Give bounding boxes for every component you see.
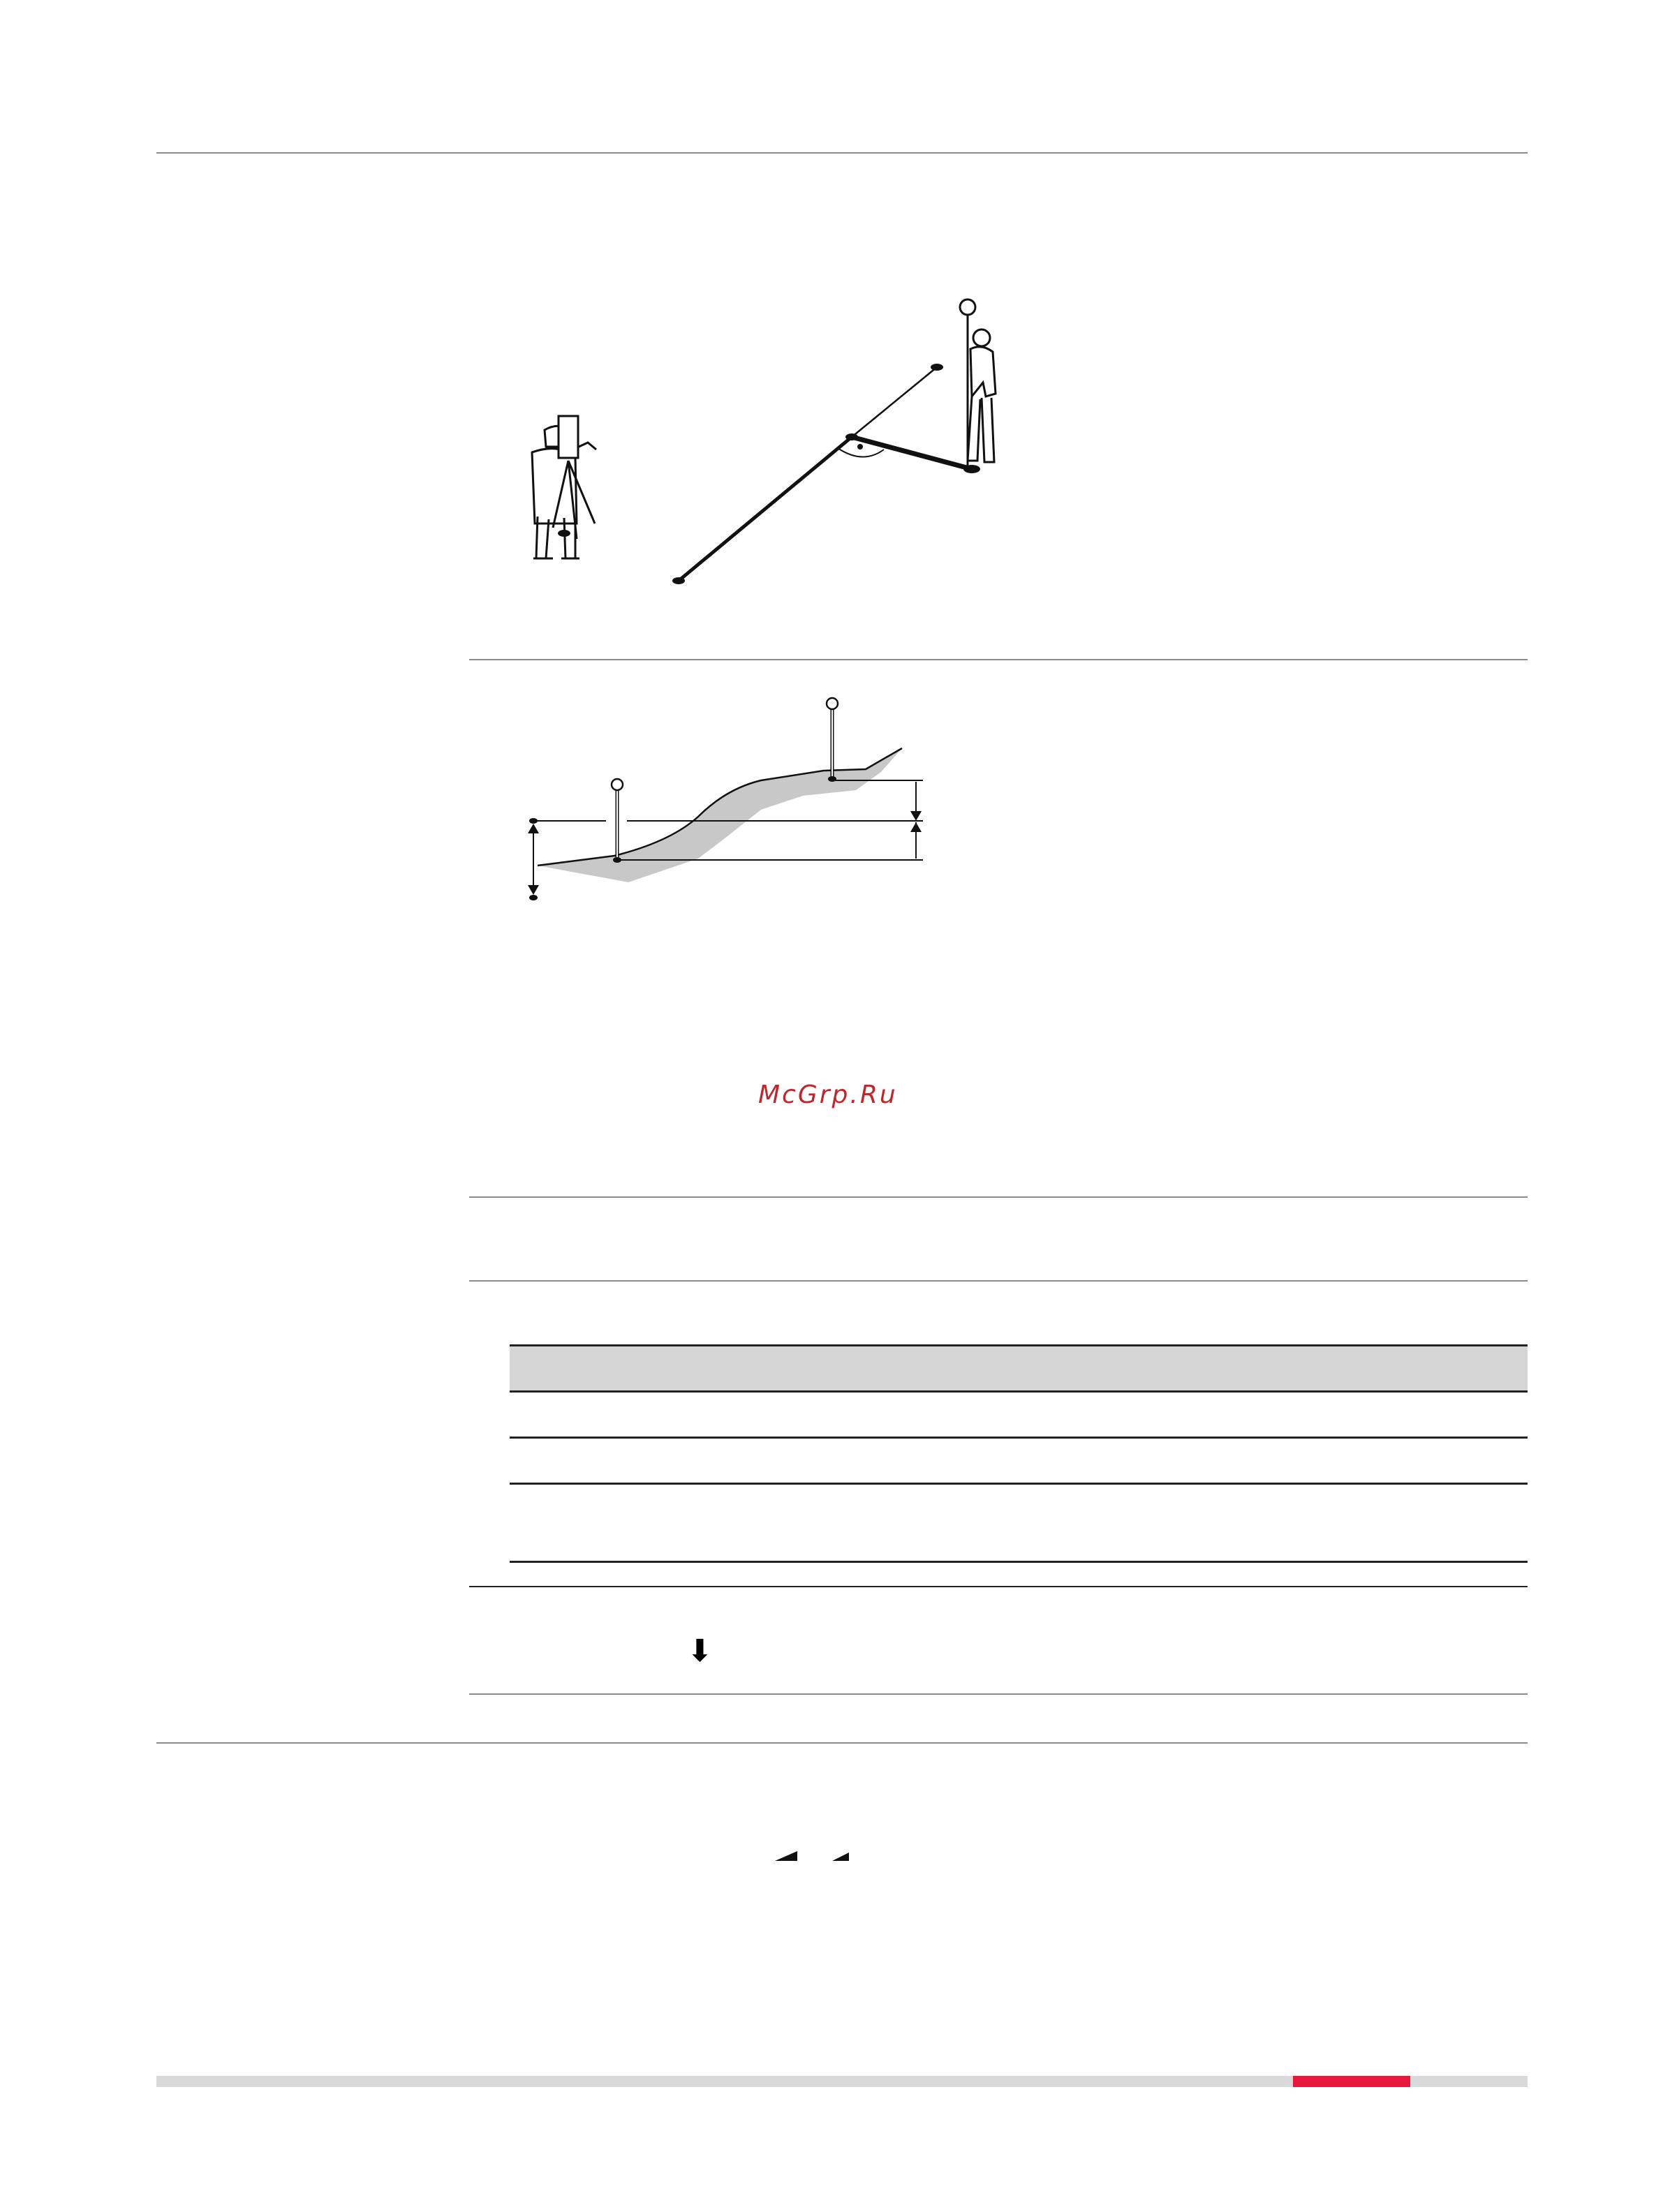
table-header (510, 1344, 1528, 1393)
arrow-down-icon: ⬇ (687, 1633, 713, 1669)
table-row (510, 1483, 1528, 1485)
table-row (510, 1390, 1528, 1393)
note-bottom-rule (469, 1693, 1528, 1695)
table-row (510, 1561, 1528, 1563)
footer-accent-bar (1293, 2076, 1410, 2087)
slope-small-icon (832, 1851, 853, 1862)
section-rule-1 (469, 1196, 1528, 1198)
section-rule-2 (469, 1280, 1528, 1282)
watermark: McGrp.Ru (758, 1081, 898, 1109)
section-rule-3 (156, 1742, 1528, 1744)
slope-large-icon (775, 1848, 799, 1862)
note-top-rule (469, 1586, 1528, 1587)
table-row (510, 1437, 1528, 1439)
height-difference-illustration (0, 0, 1663, 907)
